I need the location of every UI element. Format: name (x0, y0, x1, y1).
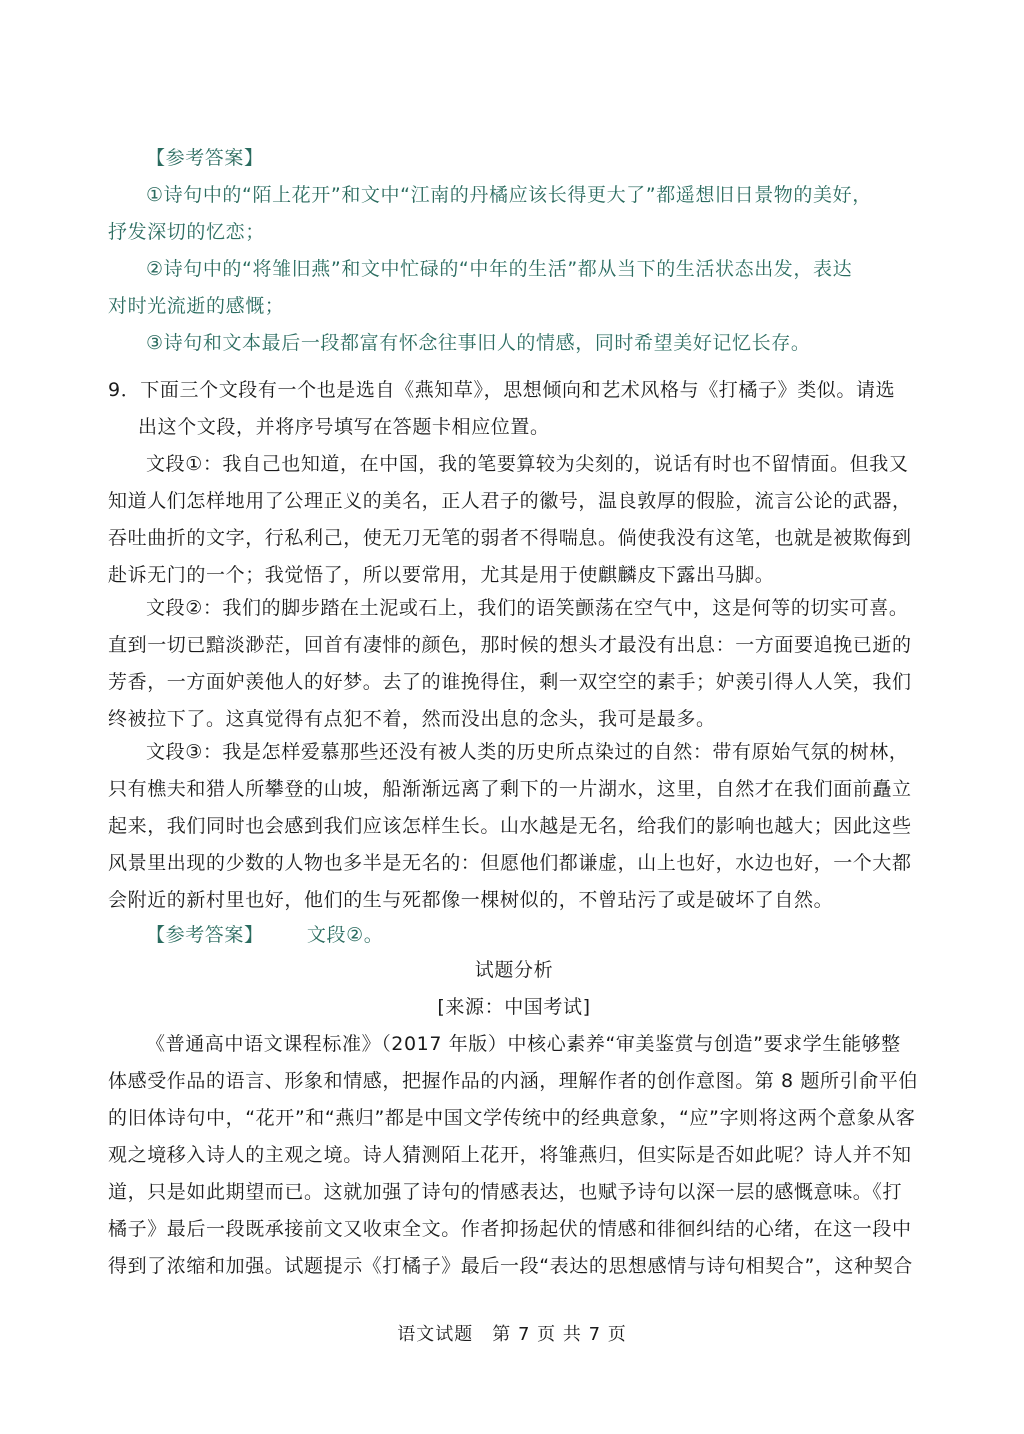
question-9 (108, 372, 920, 446)
analysis-line: 观之境移入诗人的主观之境。诗人猜测陌上花开，将雏燕归，但实际是否如此呢？诗人并不知 (108, 1144, 912, 1166)
analysis-source: [来源：中国考试] (437, 996, 591, 1018)
question-text: 9．下面三个文段有一个也是选自《燕知草》，思想倾向和艺术风格与《打橘子》类似。请选 (108, 379, 896, 401)
answer-line (108, 917, 920, 954)
passage-1 (108, 446, 920, 594)
answer-line: 抒发深切的忆恋； (108, 221, 265, 243)
passage-line: 会附近的新村里也好，他们的生与死都像一棵树似的，不曾玷污了或是破坏了自然。 (108, 889, 834, 911)
passage-line: 赴诉无门的一个；我觉悟了，所以要常用，尤其是用于使麒麟皮下露出马脚。 (108, 564, 775, 586)
answer-line: ①诗句中的“陌上花开”和文中“江南的丹橘应该长得更大了”都遥想旧日景物的美好， (146, 184, 872, 206)
answer-value: 文段②。 (306, 924, 384, 946)
analysis-title: 试题分析 (474, 959, 554, 981)
passage-line: 直到一切已黯淡渺茫，回首有凄悱的颜色，那时候的想头才最没有出息：一方面要追挽已逝的 (108, 634, 912, 656)
answer-label: 【参考答案】 (146, 147, 264, 169)
analysis-line: 道，只是如此期望而已。这就加强了诗句的情感表达，也赋予诗句以深一层的感慨意味。《打 (108, 1181, 903, 1203)
passage-line: 吞吐曲折的文字，行私利己，使无刀无笔的弱者不得喘息。倘使我没有这笔，也就是被欺侮到 (108, 527, 912, 549)
answer-line: ②诗句中的“将雏旧燕”和文中忙碌的“中年的生活”都从当下的生活状态出发，表达 (146, 258, 853, 280)
passage-line: 芳香，一方面妒羡他人的好梦。去了的谁挽得住，剩一双空空的素手；妒羡引得人人笑，我们 (108, 671, 912, 693)
answer-line: ③诗句和文本最后一段都富有怀念往事旧人的情感，同时希望美好记忆长存。 (146, 332, 811, 354)
analysis-section (108, 952, 920, 1285)
analysis-line: 体感受作品的语言、形象和情感，把握作品的内涵，理解作者的创作意图。第 8 题所引俞平伯 (108, 1070, 918, 1092)
answer-block-q9 (108, 917, 920, 954)
analysis-line: 的旧体诗句中，“花开”和“燕归”都是中国文学传统中的经典意象，“应”字则将这两个意象从客 (108, 1107, 916, 1129)
passage-line: 风景里出现的少数的人物也多半是无名的：但愿他们都谦虚，山上也好，水边也好，一个大都 (108, 852, 912, 874)
analysis-line: 《普通高中语文课程标准》（2017 年版）中核心素养“审美鉴赏与创造”要求学生能够整 (146, 1033, 901, 1055)
page-footer: 语文试题 第 7 页 共 7 页 (397, 1324, 627, 1345)
passage-line: 文段②：我们的脚步踏在土泥或石上，我们的语笑颤荡在空气中，这是何等的切实可喜。 (146, 597, 909, 619)
analysis-line: 橘子》最后一段既承接前文又收束全文。作者抑扬起伏的情感和徘徊纠结的心绪，在这一段中 (108, 1218, 912, 1240)
passage-line: 终被拉下了。这真觉得有点犯不着，然而没出息的念头，我可是最多。 (108, 708, 716, 730)
answer-line: 对时光流逝的感慨； (108, 295, 285, 317)
passage-line: 文段①：我自己也知道，在中国，我的笔要算较为尖刻的，说话有时也不留情面。但我又 (146, 453, 909, 475)
passage-line: 只有樵夫和猎人所攀登的山坡，船渐渐远离了剩下的一片湖水，这里，自然才在我们面前矗立 (108, 778, 912, 800)
passage-line: 知道人们怎样地用了公理正义的美名，正人君子的徽号，温良敦厚的假脸，流言公论的武器， (108, 490, 912, 512)
analysis-line: 得到了浓缩和加强。试题提示《打橘子》最后一段“表达的思想感情与诗句相契合”，这种契合 (108, 1255, 913, 1277)
passage-2 (108, 590, 920, 738)
passage-line: 文段③：我是怎样爱慕那些还没有被人类的历史所点染过的自然：带有原始气氛的树林， (146, 741, 909, 763)
passage-line: 起来，我们同时也会感到我们应该怎样生长。山水越是无名，给我们的影响也越大；因此这些 (108, 815, 912, 837)
answer-label: 【参考答案】 (146, 924, 264, 946)
passage-3 (108, 734, 920, 919)
question-text: 出这个文段，并将序号填写在答题卡相应位置。 (138, 416, 550, 438)
answer-block-q8 (108, 140, 920, 362)
